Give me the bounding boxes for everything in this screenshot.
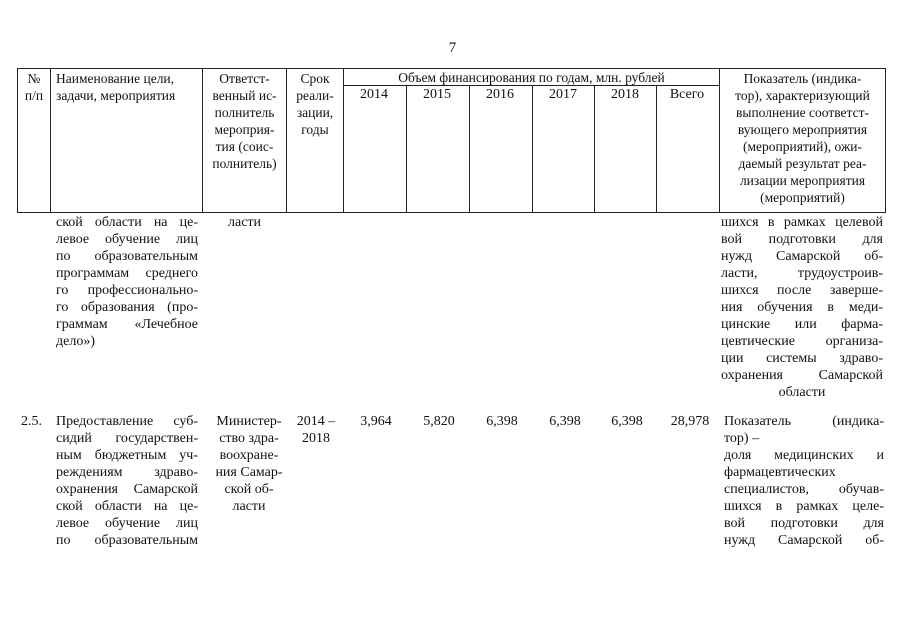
value-2014: 3,964 — [360, 414, 392, 429]
header-financing: Объем финансирования по годам, млн. рублей — [398, 70, 665, 85]
year-2016: 2016 — [486, 87, 514, 102]
header-indicator: Показатель (индика- тор), характеризующий выполнение соответст- вующего мероприятия (мероприятий), ожи- даемый результат реа- лизации мероприятия (мероприятий) — [735, 71, 870, 205]
cont-responsible: ласти — [228, 215, 262, 230]
year-2017: 2017 — [549, 87, 577, 102]
year-total: Всего — [669, 87, 705, 102]
year-2015: 2015 — [423, 87, 451, 102]
row-term: 2014 – 2018 — [296, 414, 336, 446]
header-num: № п/п — [24, 71, 44, 103]
year-2018: 2018 — [611, 87, 639, 102]
value-2018: 6,398 — [611, 414, 643, 429]
row-name: Предоставление суб- сидий государствен- ным бюджетным уч- реждениям здраво- охранения Самарской ской области на це- левое обучение лиц по образовательным — [56, 414, 198, 548]
value-2017: 6,398 — [549, 414, 581, 429]
value-2015: 5,820 — [423, 414, 455, 429]
header-term: Срок реали- зации, годы — [296, 71, 334, 137]
header-name: Наименование цели, задачи, мероприятия — [56, 71, 176, 103]
page-number: 7 — [448, 40, 457, 56]
cont-indicator: шихся в рамках целевой вой подготовки для нужд Самарской об- ласти, трудоустроив- шихся после заверше- ния обучения в меди- цинские или фарма- цевтические организа- ции системы здраво- охранения Самарской области — [721, 215, 883, 400]
row-indicator: Показатель (индика- тор) – доля медицинских и фармацевтических специалистов, обучав- шихся в рамках целе- вой подготовки для нужд Самарской об- — [724, 414, 884, 548]
value-total: 28,978 — [670, 414, 710, 429]
row-responsible: Министер- ство здра- воохране- ния Самар- ской об- ласти — [215, 414, 283, 514]
header-responsible: Ответст- венный ис- полнитель мероприя- тия (соис- полнитель) — [212, 71, 277, 171]
cont-name: ской области на це- левое обучение лиц по образовательным программам среднего го профессионально- го образования (про- граммам «Лечебное дело») — [56, 215, 198, 349]
year-2014: 2014 — [360, 87, 388, 102]
value-2016: 6,398 — [486, 414, 518, 429]
row-number: 2.5. — [21, 414, 42, 429]
